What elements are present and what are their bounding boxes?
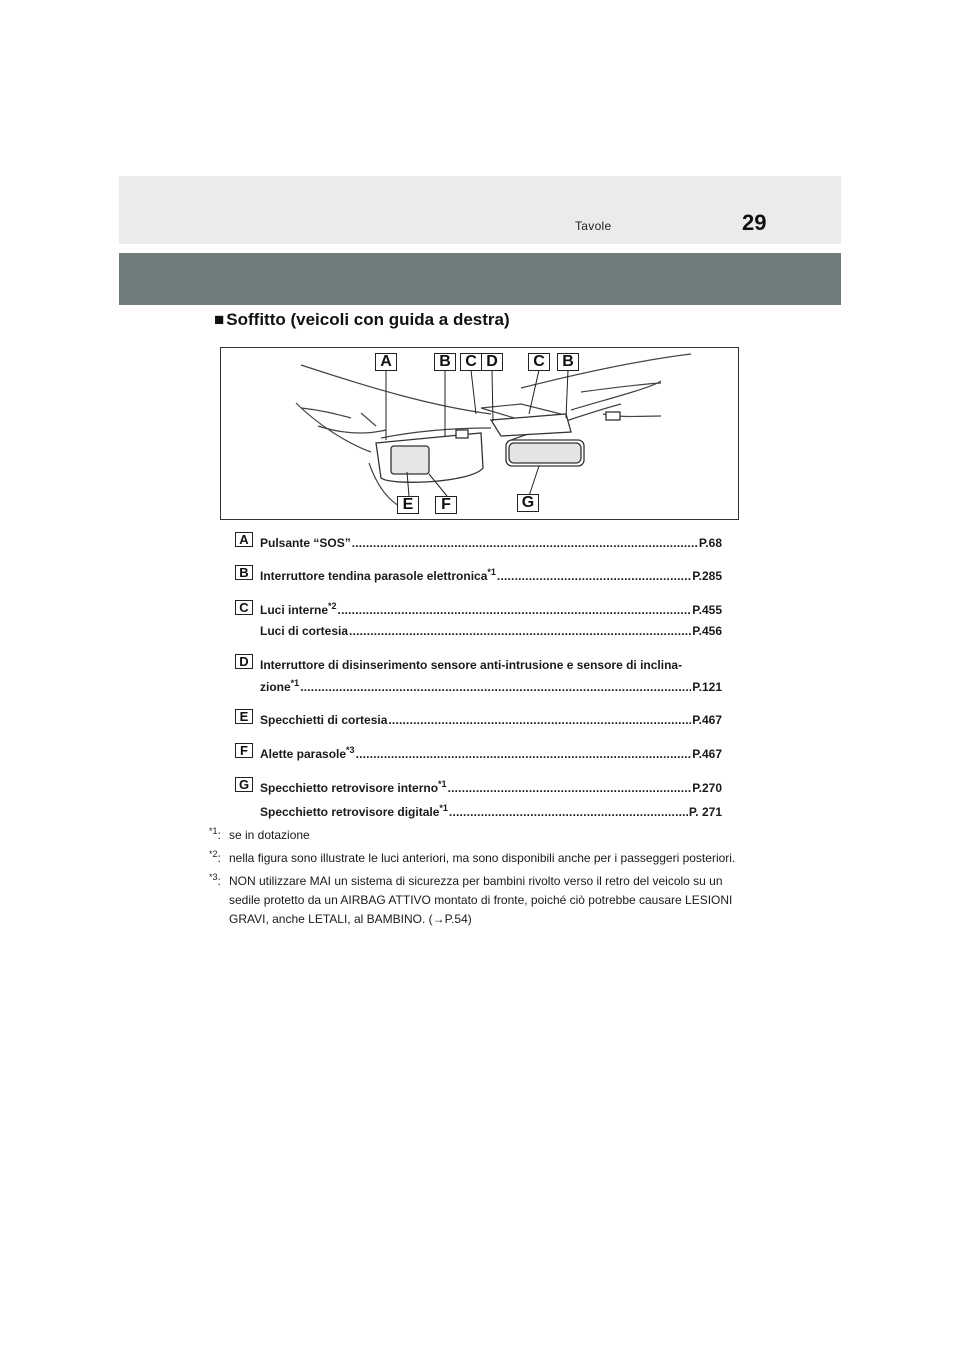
legend-label: Specchietti di cortesia <box>260 713 388 727</box>
legend-letter-b: B <box>235 565 253 580</box>
legend-label: Pulsante “SOS” <box>260 536 351 550</box>
legend-label: Interruttore tendina parasole elettronica <box>260 569 488 583</box>
footnote-text: nella figura sono illustrate le luci anteriori, ma sono disponibili anche per i passeggeri posteriori. <box>229 851 736 865</box>
legend-item-d <box>260 658 722 672</box>
callout-c-2: C <box>528 353 550 371</box>
legend-item-g-2 <box>260 805 722 819</box>
footnote-ref: *1 <box>290 678 300 688</box>
legend-label: Interruttore di disinserimento sensore anti-intrusione e sensore di inclina- <box>260 658 683 672</box>
footnote-mark: *2 <box>209 849 218 859</box>
legend-label: Alette parasole <box>260 747 347 761</box>
legend-label: Specchietto retrovisore interno <box>260 781 439 795</box>
footnote-ref: *1 <box>439 803 448 813</box>
legend-letter-e: E <box>235 709 253 724</box>
legend-item-b <box>260 569 722 583</box>
callout-d: D <box>481 353 503 371</box>
footnote-2: $^{*2}$: nella figura sono illustrate le luci anteriori, ma sono disponibili anche per i passeggeri posteriori. <box>209 849 736 865</box>
ceiling-drawing <box>221 348 738 519</box>
footnote-text: se in dotazione <box>229 828 310 842</box>
callout-b-2: B <box>557 353 579 371</box>
legend-page-ref: P.467 <box>692 713 722 727</box>
legend-page-ref: P.270 <box>692 781 722 795</box>
legend-label: Luci interne <box>260 603 329 617</box>
legend-label: Specchietto retrovisore digitale <box>260 805 440 819</box>
legend-item-c <box>260 603 722 617</box>
legend-letter-d: D <box>235 654 253 669</box>
footnote-mark: *1 <box>209 826 218 836</box>
legend-item-c-2 <box>260 624 722 638</box>
footnote-mark: *3 <box>209 872 218 882</box>
ceiling-illustration <box>220 347 739 520</box>
page-number: 29 <box>742 210 767 235</box>
callout-c: C <box>460 353 482 371</box>
legend-page-ref: P.285 <box>692 569 722 583</box>
legend-page-ref: P.455 <box>692 603 722 617</box>
legend-letter-c: C <box>235 600 253 615</box>
footnote-text: NON utilizzare MAI un sistema di sicurezza per bambini rivolto verso il retro del veicolo su un sedile protetto da un AIRBAG ATTIVO montato di fronte, poiché ciò potrebbe causare LESIONI GRAVI, anche LETALI, al BAMBINO. (→P.54) <box>229 874 733 926</box>
footnote-3: $^{*3}$: NON utilizzare MAI un sistema di sicurezza per bambini rivolto verso il retro del veicolo su un sedile protetto da un AIRBAG ATTIVO montato di fronte, poiché ciò potrebbe causare LESIONI GRAVI, anche LETALI, al BAMBINO. (→P.54) <box>209 872 733 926</box>
footnote-ref: *2 <box>328 601 337 611</box>
callout-e: E <box>397 496 419 514</box>
legend-page-ref: P.121 <box>692 680 722 694</box>
callout-f: F <box>435 496 457 514</box>
header-section-title: Tavole <box>575 219 612 233</box>
legend-label: zione <box>260 680 291 694</box>
legend-page-ref: P.467 <box>692 747 722 761</box>
legend-item-g <box>260 781 722 795</box>
footnote-1: $^{*1}$: se in dotazione <box>209 826 310 842</box>
legend-item-a <box>260 536 722 550</box>
legend-item-e <box>260 713 722 727</box>
legend-page-ref: P.68 <box>698 536 722 550</box>
header-band <box>119 176 841 244</box>
legend-letter-g: G <box>235 777 253 792</box>
footnote-ref: *1 <box>487 567 496 577</box>
legend-label: Luci di cortesia <box>260 624 349 638</box>
callout-a: A <box>375 353 397 371</box>
section-title <box>214 310 510 330</box>
header-dark-band <box>119 253 841 305</box>
legend-item-d-2 <box>260 680 722 694</box>
legend-item-f <box>260 747 722 761</box>
footnote-ref: *3 <box>346 745 355 755</box>
section-title-text: Soffitto (veicoli con guida a destra) <box>226 310 510 329</box>
callout-g: G <box>517 494 539 512</box>
callout-b: B <box>434 353 456 371</box>
section-bullet: ■ <box>214 310 225 329</box>
legend-page-ref: P. 271 <box>688 805 722 819</box>
legend-letter-a: A <box>235 532 253 547</box>
legend-letter-f: F <box>235 743 253 758</box>
legend-page-ref: P.456 <box>692 624 722 638</box>
footnotes <box>209 826 754 933</box>
footnote-ref: *1 <box>438 779 447 789</box>
